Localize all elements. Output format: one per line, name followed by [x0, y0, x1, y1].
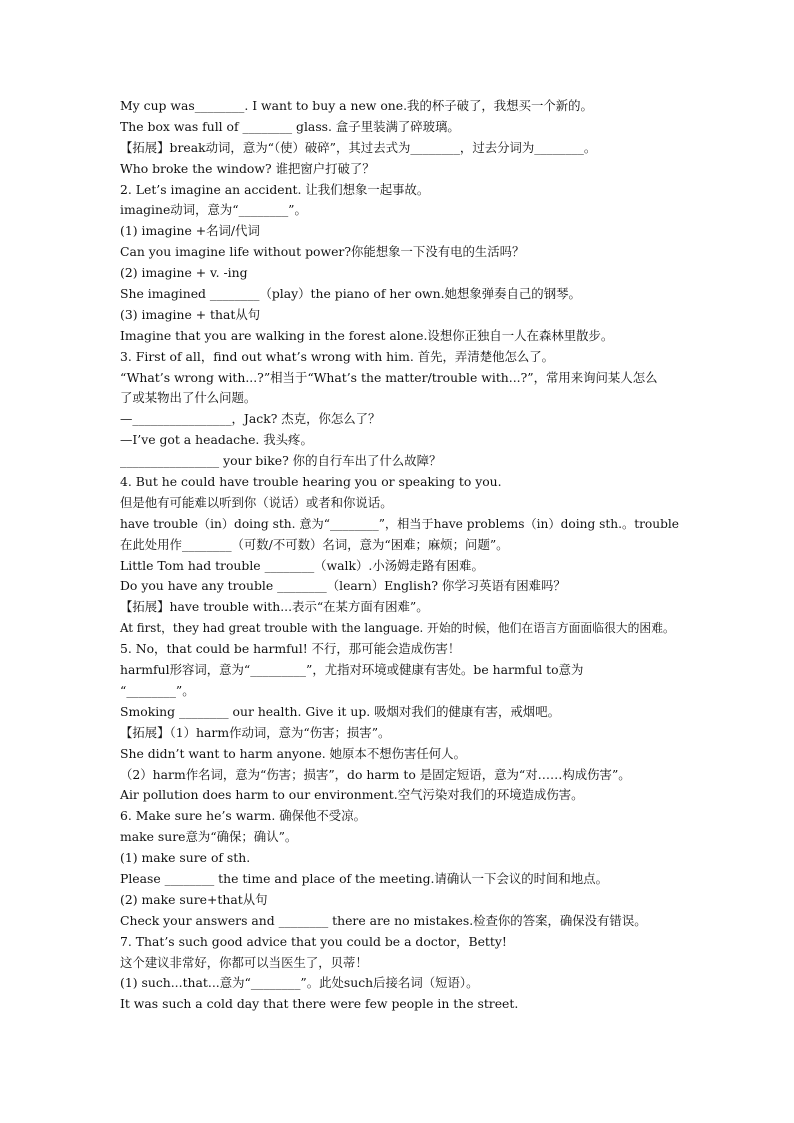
- text-line: 了或某物出了什么问题。: [120, 390, 257, 406]
- text-line: (2) imagine + v. -ing: [120, 265, 248, 281]
- text-line: Do you have any trouble ________（learn）English? 你学习英语有困难吗？: [120, 578, 566, 594]
- text-line: 5. No，that could be harmful! 不行，那可能会造成伤害！: [120, 641, 461, 657]
- text-line: (1) make sure of sth.: [120, 850, 251, 866]
- text-line: make sure意为“确保；确认”。: [120, 829, 298, 845]
- text-line: 6. Make sure he’s warm. 确保他不受凉。: [120, 808, 366, 824]
- text-line: (3) imagine + that从句: [120, 306, 261, 322]
- text-line: —________________，Jack? 杰克，你怎么了？: [120, 411, 381, 427]
- text-line: 4. But he could have trouble hearing you or speaking to you.: [120, 474, 502, 490]
- text-line: At first，they had great trouble with the language. 开始的时候，他们在语言方面面临很大的困难。: [120, 621, 675, 636]
- text-line: harmful形容词，意为“_________”，尤指对环境或健康有害处。be harmful to意为: [120, 662, 584, 678]
- text-line: (1) such...that...意为“________”。此处such后接名词（短语）。: [120, 975, 479, 991]
- text-line: 在此处用作________（可数/不可数）名词，意为“困难；麻烦；问题”。: [120, 536, 509, 552]
- text-line: “What’s wrong with...?”相当于“What’s the matter/trouble with...?”，常用来询问某人怎么: [120, 369, 658, 385]
- text-line: Imagine that you are walking in the forest alone.设想你正独自一人在森林里散步。: [120, 327, 614, 343]
- text-line: (2) make sure+that从句: [120, 891, 268, 907]
- text-line: imagine动词，意为“________”。: [120, 202, 307, 218]
- text-line: 【拓展】have trouble with...表示“在某方面有困难”。: [120, 599, 429, 615]
- text-line: 7. That’s such good advice that you could be a doctor，Betty!: [120, 933, 507, 949]
- text-line: My cup was________. I want to buy a new one.我的杯子破了，我想买一个新的。: [120, 98, 593, 113]
- text-line: Can you imagine life without power?你能想象一下没有电的生活吗？: [120, 244, 525, 260]
- text-line: It was such a cold day that there were few people in the street.: [120, 996, 519, 1012]
- text-line: （2）harm作名词，意为“伤害；损害”，do harm to 是固定短语，意为“对……构成伤害”。: [120, 766, 631, 782]
- text-line: 【拓展】（1）harm作动词，意为“伤害；损害”。: [120, 724, 391, 740]
- text-line: Little Tom had trouble ________（walk）.小汤姆走路有困难。: [120, 557, 484, 573]
- text-line: She didn’t want to harm anyone. 她原本不想伤害任何人。: [120, 745, 466, 761]
- text-line: Air pollution does harm to our environment.空气污染对我们的环境造成伤害。: [120, 787, 584, 803]
- text-line: Smoking ________ our health. Give it up. 吸烟对我们的健康有害，戒烟吧。: [120, 703, 560, 719]
- text-line: 但是他有可能难以听到你（说话）或者和你说话。: [120, 494, 393, 510]
- text-line: She imagined ________（play）the piano of her own.她想象弹奏自己的钢琴。: [120, 286, 581, 302]
- text-line: 【拓展】break动词，意为“（使）破碎”，其过去式为________，过去分词为________。: [120, 139, 597, 155]
- text-line: Please ________ the time and place of the meeting.请确认一下会议的时间和地点。: [120, 870, 608, 886]
- text-line: “________”。: [120, 682, 195, 698]
- text-line: The box was full of ________ glass. 盒子里装满了碎玻璃。: [120, 118, 460, 134]
- text-line: 这个建议非常好，你都可以当医生了，贝蒂！: [120, 954, 368, 970]
- text-line: ________________ your bike? 你的自行车出了什么故障？: [120, 453, 442, 469]
- text-line: Who broke the window? 谁把窗户打破了？: [120, 160, 375, 176]
- text-line: 3. First of all，find out what’s wrong with him. 首先，弄清楚他怎么了。: [120, 348, 555, 364]
- text-line: 2. Let’s imagine an accident. 让我们想象一起事故。: [120, 181, 430, 197]
- document-body: [120, 96, 680, 1015]
- text-line: —I’ve got a headache. 我头疼。: [120, 432, 313, 448]
- text-line: Check your answers and ________ there are no mistakes.检查你的答案，确保没有错误。: [120, 912, 647, 928]
- text-line: (1) imagine +名词/代词: [120, 223, 260, 239]
- text-line: have trouble（in）doing sth. 意为“________”，相当于have problems（in）doing sth.。trouble: [120, 516, 680, 531]
